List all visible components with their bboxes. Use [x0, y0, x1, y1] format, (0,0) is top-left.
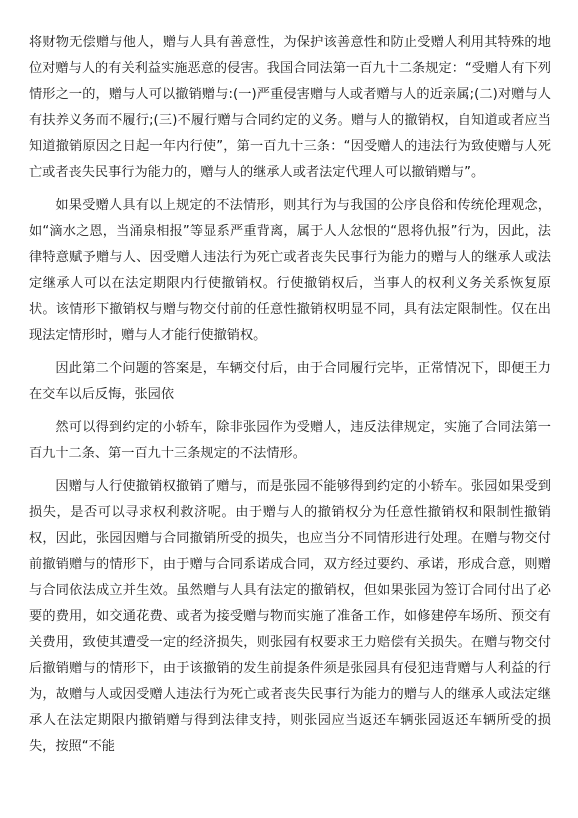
- paragraph-3: 因此第二个问题的答案是，车辆交付后，由于合同履行完毕，正常情况下，即便王力在交车以后反悔，张园依: [29, 361, 551, 402]
- paragraph-1: 将财物无偿赠与他人，赠与人具有善意性，为保护该善意性和防止受赠人利用其特殊的地位对赠与人的有关利益实施恶意的侵害。我国合同法第一百九十二条规定：“受赠人有下列情形之一的，赠与人可以撤销赠与:(一)严重侵害赠与人或者赠与人的近亲属;(二)对赠与人有扶养义务而不履行;(三)不履行赠与合同约定的义务。赠与人的撤销权，自知道或者应当知道撤销原因之日起一年内行使”，第一百九十三条：“因受赠人的违法行为致使赠与人死亡或者丧失民事行为能力的，赠与人的继承人或者法定代理人可以撤销赠与”。: [29, 35, 551, 180]
- paragraph-2: 如果受赠人具有以上规定的不法情形，则其行为与我国的公序良俗和传统伦理观念，如“滴水之恩，当涌泉相报”等显系严重背离，属于人人忿恨的“恩将仇报”行为，因此，法律特意赋予赠与人、因受赠人违法行为死亡或者丧失民事行为能力的赠与人的继承人或法定继承人可以在法定期限内行使撤销权。行使撤销权后，当事人的权利义务关系恢复原状。该情形下撤销权与赠与物交付前的任意性撤销权明显不同，具有法定限制性。仅在出现法定情形时，赠与人才能行使撤销权。: [29, 198, 551, 343]
- paragraph-5: 因赠与人行使撤销权撤销了赠与，而是张园不能够得到约定的小轿车。张园如果受到损失，是否可以寻求权利救济呢。由于赠与人的撤销权分为任意性撤销权和限制性撤销权，因此，张园因赠与合同撤销所受的损失，也应当分不同情形进行处理。在赠与物交付前撤销赠与的情形下，由于赠与合同系诺成合同，双方经过要约、承诺，形成合意，则赠与合同依法成立并生效。虽然赠与人具有法定的撤销权，但如果张园为签订合同付出了必要的费用，如交通花费、或者为接受赠与物而实施了准备工作，如修建停车场所、预交有关费用，致使其遭受一定的经济损失，则张园有权要求王力赔偿有关损失。在赠与物交付后撤销赠与的情形下，由于该撤销的发生前提条件须是张园具有侵犯违背赠与人利益的行为，故赠与人或因受赠人违法行为死亡或者丧失民事行为能力的赠与人的继承人或法定继承人在法定期限内撤销赠与得到法律支持，则张园应当返还车辆张园返还车辆所受的损失，按照“不能: [29, 479, 551, 754]
- document-body: [29, 30, 551, 760]
- paragraph-4: 然可以得到约定的小轿车，除非张园作为受赠人，违反法律规定，实施了合同法第一百九十二条、第一百九十三条规定的不法情形。: [29, 420, 551, 461]
